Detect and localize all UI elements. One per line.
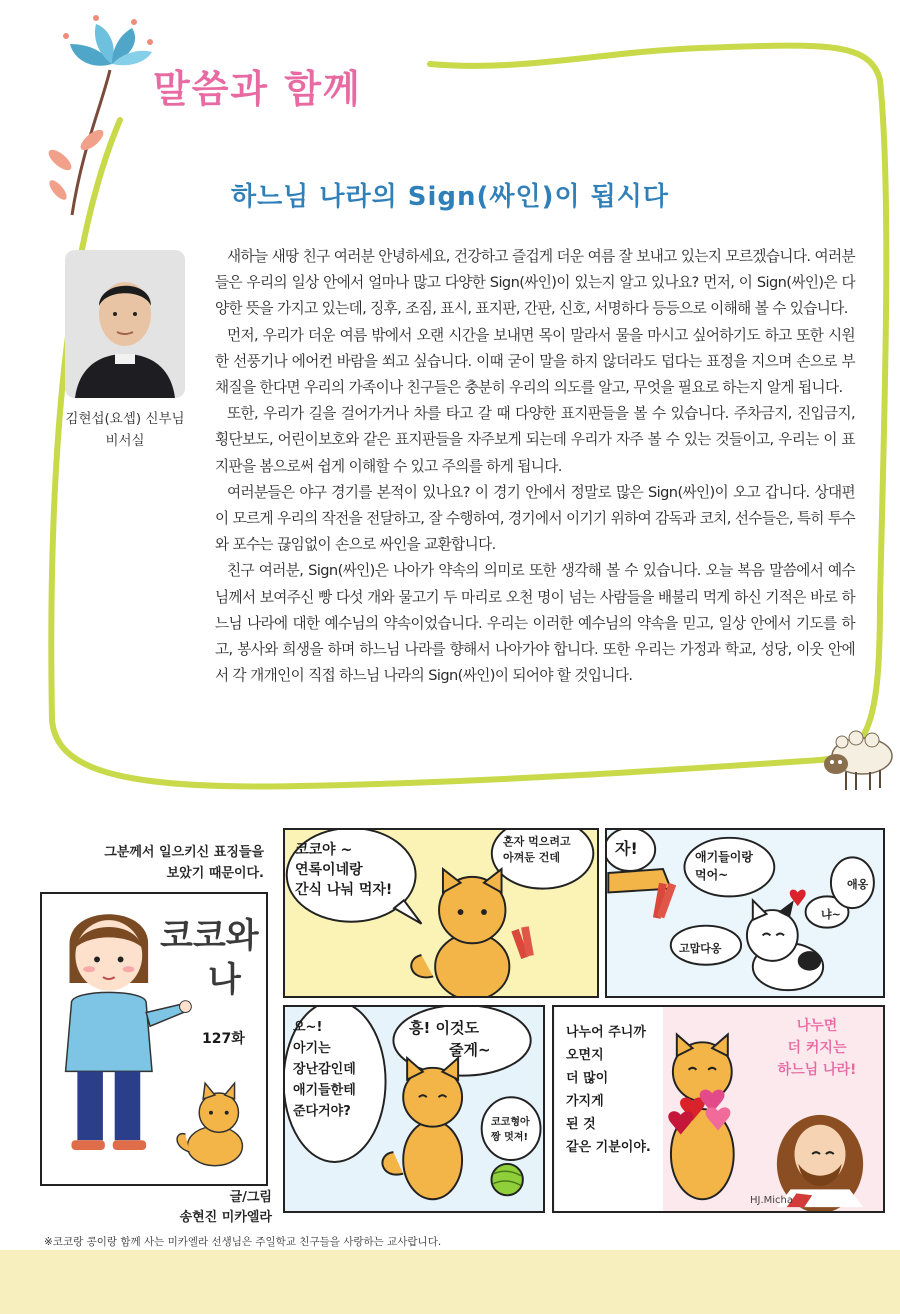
panel4-banner: 나누면 더 커지는 하느님 나라! [777,1018,857,1078]
cat-icon [177,1083,242,1166]
article-paragraph: 친구 여러분, Sign(싸인)은 나아가 약속의 의미로 또한 생각해 볼 수 있습니다. 오늘 복음 말씀에서 예수님께서 보여주신 빵 다섯 개와 물고기 두 마리로 오천 명이 넘는 사람들을 배불리 먹게 하신 기적은 바로 하느님 나라에 대한 예수님의 약속이었습니다. 우리는 이러한 예수님의 약속을 믿고, 일상 안에서 기도를 하고, 봉사와 희생을 하며 하느님 나라를 향해서 나아가야 합니다. 또한 우리는 가정과 학교, 성당, 이웃 안에서 각 개개인이 직접 하느님 나라의 Sign(싸인)이 되어야 할 것입니다. [215,562,855,685]
comic-caption: 그분께서 일으키신 표징들을 보았기 때문이다. [104,845,264,881]
article-title: 하느님 나라의 Sign(싸인)이 됩시다 [230,182,670,212]
flower-icon [63,15,153,66]
comic-panel-4 [552,1005,885,1213]
comic-panel-3 [283,1005,545,1213]
panel2-speech-a: 애기들이랑 먹어~ [695,850,753,882]
article-paragraph: 먼저, 우리가 더운 여름 밖에서 오랜 시간을 보내면 목이 말라서 물을 마시고 싶어하기도 하고 또한 시원한 선풍기나 에어컨 바람을 쐬고 싶습니다. 이때 굳이 말을 하지 않더라도 덥다는 표정을 지으며 손으로 부채질을 한다면 우리의 가족이나 친구들은 충분히 우리의 의도를 알고, 무엇을 필요로 하는지 알게 됩니다. [215,326,855,397]
comic-panel-1 [283,828,599,998]
section-title: 말씀과 함께 [153,67,362,111]
cat-icon [411,869,509,996]
panel1-speech-b: 혼자 먹으려고 아껴둔 건데 [503,835,571,864]
panel2-speech-c: 냐~ [821,908,841,921]
panel3-speech-b: 흥! 이것도 줄게~ [409,1019,491,1059]
series-title-line1: 코코와 [160,916,259,956]
sheep-icon [824,731,892,790]
article-paragraph: 여러분들은 야구 경기를 본적이 있나요? 이 경기 안에서 정말로 많은 Sign(싸인)이 오고 갑니다. 상대편이 모르게 우리의 작전을 전달하고, 잘 수행하여, 경기에서 이기기 위하여 감독과 코치, 선수들은, 특히 투수와 포수는 끊임없이 손으로 싸인을 교환합니다. [215,483,855,554]
article-paragraph: 새하늘 새땅 친구 여러분 안녕하세요, 건강하고 즐겁게 더운 여름 잘 보내고 있는지 모르겠습니다. 여러분들은 우리의 일상 안에서 얼마나 많고 다양한 Sign(싸인)이 있는지 알고 있나요? 먼저, 이 Sign(싸인)은 다양한 뜻을 가지고 있는데, 징후, 조짐, 표시, 표지판, 간판, 신호, 서명하다 등등으로 이해해 볼 수 있습니다. [215,248,855,318]
article-paragraph: 또한, 우리가 길을 걸어가거나 차를 타고 갈 때 다양한 표지판들을 볼 수 있습니다. 주차금지, 진입금지, 횡단보도, 어린이보호와 같은 표지판들을 자주보게 되는데 우리가 자주 볼 수 있는 것들이고, 우리는 이 표지판을 봄으로써 쉽게 이해할 수 있고 주의를 하게 됩니다. [215,405,855,475]
author-name: 김현섭(요셉) 신부님 [65,411,185,427]
author-office: 비서실 [105,433,145,449]
article-body [215,244,855,689]
leaf-icon [45,146,74,173]
panel2-speech-d: 애옹 [847,878,869,891]
bottom-band [0,1250,900,1314]
panel3-speech-c: 코코형아 짱 멋져! [491,1117,530,1143]
comic-credit: 글/그림 송현진 미카엘라 [179,1190,272,1225]
episode-number: 127화 [202,1031,245,1047]
yarn-ball-icon [491,1164,522,1195]
comic-title-panel [40,892,268,1186]
series-title-line2: 나 [208,960,241,1000]
artist-signature: HJ.Micha [750,1195,794,1206]
panel1-speech-a: 코코야 ~ 연록이네랑 간식 나눠 먹자! [295,842,393,898]
panel2-exclaim: 자! [615,839,638,858]
cat-icon [382,1058,462,1199]
author-photo [65,250,185,398]
panel4-narration: 나누어 주니까 오면지 더 많이 가지게 된 것 같은 기분이야. [566,1025,651,1155]
panel3-speech-a: 오~! 아기는 장난감인데 애기들한테 준다거야? [293,1020,356,1119]
comic-footnote: ※코코랑 콩이랑 함께 사는 미카엘라 선생님은 주일학교 친구들을 사랑하는 교사랍니다. [44,1236,442,1248]
comic-panel-2 [605,828,885,998]
panel2-speech-b: 고맙다옹 [679,942,722,955]
